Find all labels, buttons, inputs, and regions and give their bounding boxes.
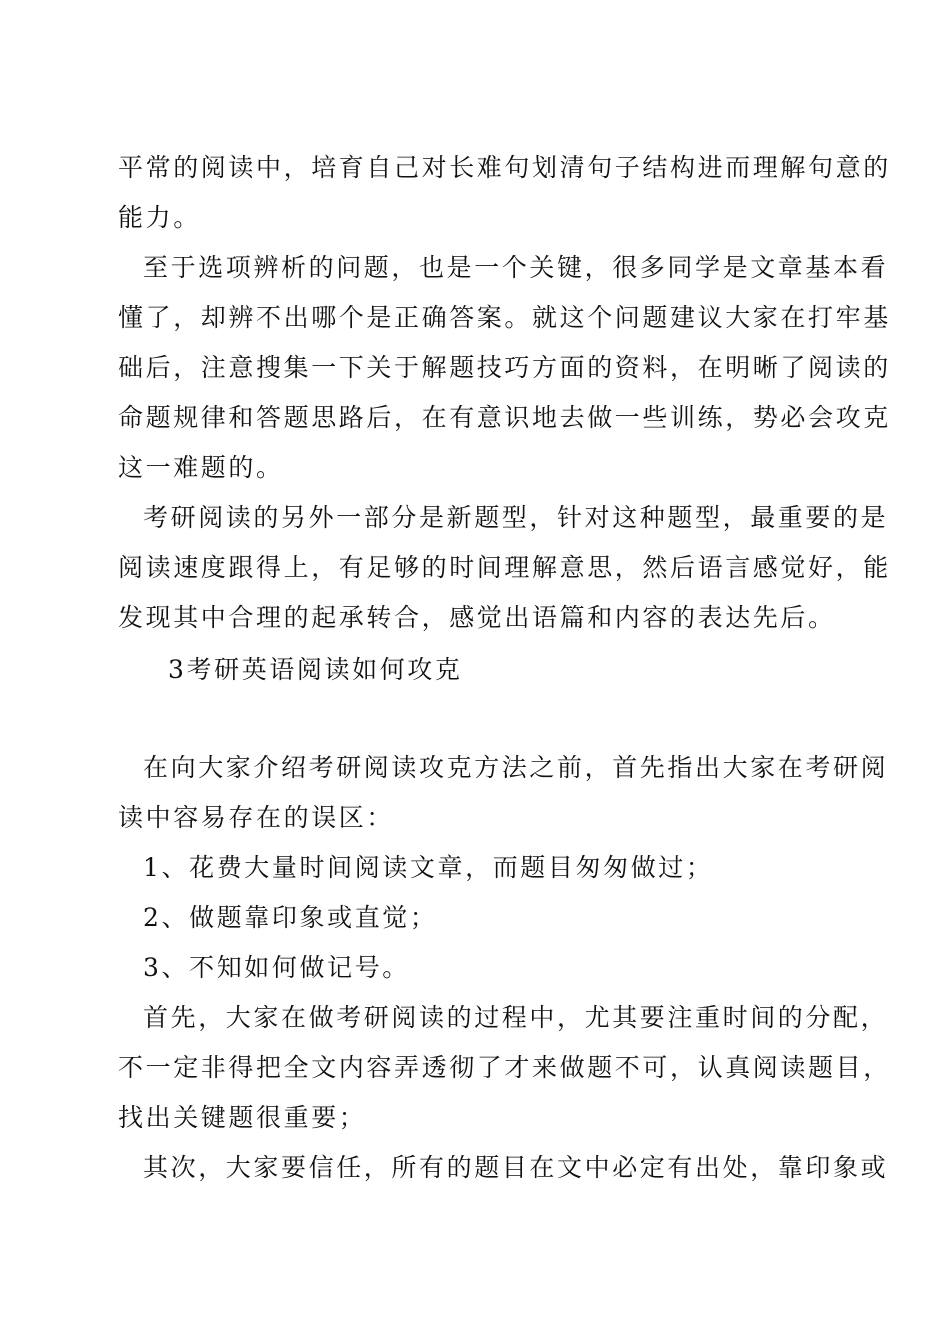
paragraph-line: 不一定非得把全文内容弄透彻了才来做题不可，认真阅读题目， xyxy=(118,1053,891,1082)
paragraph-line: 础后，注意搜集一下关于解题技巧方面的资料，在明晰了阅读的 xyxy=(118,353,891,382)
paragraph-line: 能力。 xyxy=(118,203,201,232)
paragraph-line: 平常的阅读中，培育自己对长难句划清句子结构进而理解句意的 xyxy=(118,153,891,182)
list-item: 3、不知如何做记号。 xyxy=(143,953,410,982)
paragraph-line: 至于选项辨析的问题，也是一个关键，很多同学是文章基本看 xyxy=(143,253,889,282)
paragraph-line: 发现其中合理的起承转合，感觉出语篇和内容的表达先后。 xyxy=(118,603,836,632)
paragraph-line: 懂了，却辨不出哪个是正确答案。就这个问题建议大家在打牢基 xyxy=(118,303,891,332)
paragraph-line: 在向大家介绍考研阅读攻克方法之前，首先指出大家在考研阅 xyxy=(143,753,889,782)
paragraph-line: 其次，大家要信任，所有的题目在文中必定有出处，靠印象或 xyxy=(143,1153,889,1182)
list-item: 2、做题靠印象或直觉； xyxy=(143,903,438,932)
list-item: 1、花费大量时间阅读文章，而题目匆匆做过； xyxy=(143,853,714,882)
paragraph-line: 命题规律和答题思路后，在有意识地去做一些训练，势必会攻克 xyxy=(118,403,891,432)
paragraph-line: 这一难题的。 xyxy=(118,453,284,482)
paragraph-line: 阅读速度跟得上，有足够的时间理解意思，然后语言感觉好，能 xyxy=(118,553,891,582)
paragraph-line: 找出关键题很重要； xyxy=(118,1103,367,1132)
section-heading: 3考研英语阅读如何攻克 xyxy=(168,655,463,684)
paragraph-line: 读中容易存在的误区： xyxy=(118,803,395,832)
paragraph-line: 首先，大家在做考研阅读的过程中，尤其要注重时间的分配， xyxy=(143,1003,889,1032)
paragraph-line: 考研阅读的另外一部分是新题型，针对这种题型，最重要的是 xyxy=(143,503,889,532)
